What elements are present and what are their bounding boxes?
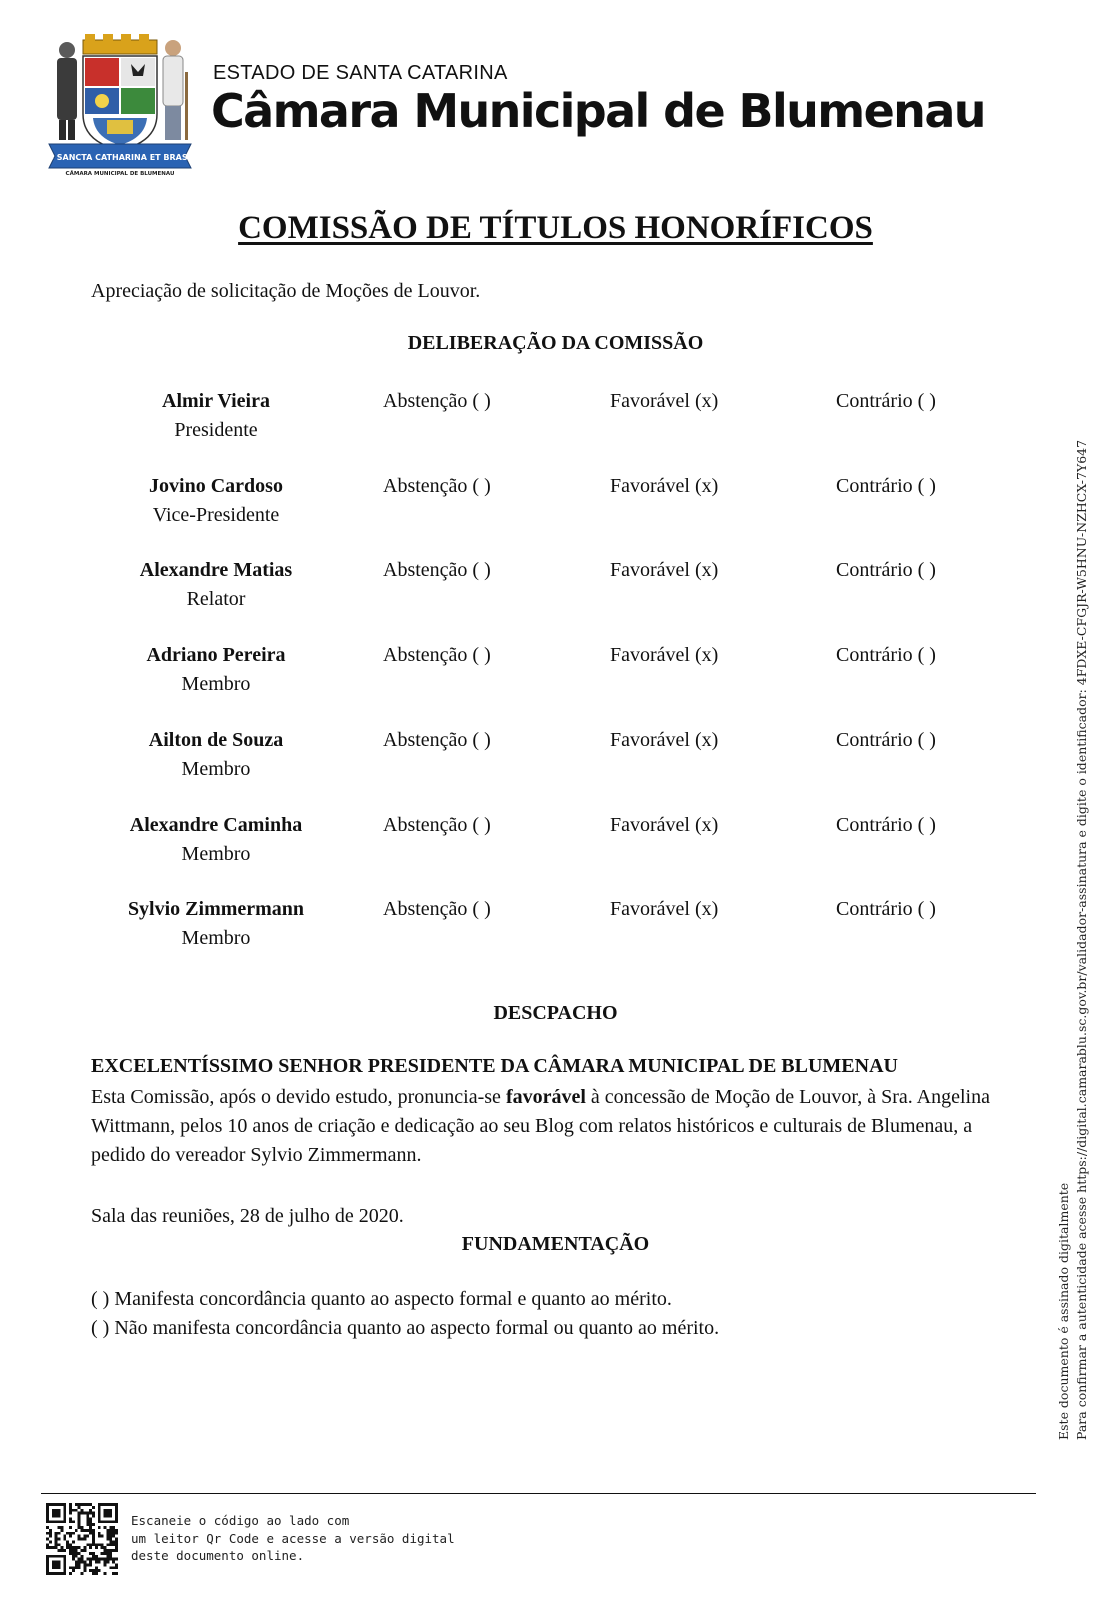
member-role: Membro bbox=[181, 758, 251, 780]
abstention-option: Abstenção ( ) bbox=[383, 814, 491, 836]
body-text-verdict: favorável bbox=[505, 1086, 586, 1108]
abstention-option: Abstenção ( ) bbox=[383, 898, 491, 920]
dispatch-heading: DESCPACHO bbox=[493, 1002, 618, 1024]
favorable-option: Favorável (x) bbox=[610, 729, 719, 751]
grounds-option-disagree: ( ) Não manifesta concordância quanto ao aspecto formal ou quanto ao mérito. bbox=[91, 1317, 720, 1339]
contrary-option: Contrário ( ) bbox=[836, 729, 936, 751]
member-cell bbox=[96, 895, 336, 953]
abstention-option: Abstenção ( ) bbox=[383, 729, 491, 751]
member-name: Jovino Cardoso bbox=[149, 475, 283, 497]
document-title: COMISSÃO DE TÍTULOS HONORÍFICOS bbox=[238, 210, 873, 246]
contrary-option: Contrário ( ) bbox=[836, 644, 936, 666]
chamber-name: Câmara Municipal de Blumenau bbox=[211, 84, 985, 138]
member-name: Adriano Pereira bbox=[146, 644, 286, 666]
abstention-option: Abstenção ( ) bbox=[383, 559, 491, 581]
vote-row bbox=[0, 895, 1111, 955]
body-text-end: à concessão de Moção de Louvor, à Sra. Angelina Wittmann, pelos 10 anos de criação e dedicação ao seu Blog com relatos históricos e culturais de Blumenau, a pedido do vereador Sylvio Zimmermann. bbox=[91, 1086, 990, 1166]
member-cell bbox=[96, 811, 336, 869]
crest-shield bbox=[83, 56, 157, 150]
grounds-option-agree: ( ) Manifesta concordância quanto ao aspecto formal e quanto ao mérito. bbox=[91, 1288, 672, 1310]
favorable-option: Favorável (x) bbox=[610, 559, 719, 581]
state-name: ESTADO DE SANTA CATARINA bbox=[213, 62, 508, 84]
municipal-crest-logo bbox=[35, 32, 205, 177]
member-cell bbox=[96, 556, 336, 614]
member-name: Alexandre Caminha bbox=[129, 814, 303, 836]
contrary-option: Contrário ( ) bbox=[836, 559, 936, 581]
footer-divider bbox=[41, 1493, 1036, 1494]
vote-row bbox=[0, 556, 1111, 616]
member-name: Sylvio Zimmermann bbox=[127, 898, 305, 920]
qr-code[interactable] bbox=[46, 1503, 118, 1575]
crest-crown bbox=[83, 34, 157, 54]
favorable-option: Favorável (x) bbox=[610, 390, 719, 412]
body-text-start: Esta Comissão, após o devido estudo, pronuncia-se bbox=[91, 1086, 506, 1108]
favorable-option: Favorável (x) bbox=[610, 644, 719, 666]
vote-row bbox=[0, 472, 1111, 532]
member-cell bbox=[96, 726, 336, 784]
member-role: Presidente bbox=[174, 419, 258, 441]
crest-left-figure bbox=[57, 42, 77, 140]
member-role: Vice-Presidente bbox=[152, 504, 280, 526]
vote-row bbox=[0, 387, 1111, 447]
favorable-option: Favorável (x) bbox=[610, 475, 719, 497]
qr-instructions-line: deste documento online. bbox=[131, 1548, 305, 1563]
contrary-option: Contrário ( ) bbox=[836, 390, 936, 412]
contrary-option: Contrário ( ) bbox=[836, 898, 936, 920]
validation-url-line[interactable]: Para confirmar a autenticidade acesse https://digital.camarablu.sc.gov.br/validador-assinatura e digite o identificador: 4FDXE-CFGJR-W5HNU-NZHCX-7Y647 bbox=[1074, 439, 1089, 1440]
member-cell bbox=[96, 472, 336, 530]
deliberation-heading: DELIBERAÇÃO DA COMISSÃO bbox=[407, 332, 704, 354]
session-date: Sala das reuniões, 28 de julho de 2020. bbox=[91, 1205, 404, 1227]
svg-text:PRO SANCTA CATHARINA ET BRASIL: PRO SANCTA CATHARINA ET BRASILIA bbox=[35, 153, 205, 162]
vote-row bbox=[0, 641, 1111, 701]
favorable-option: Favorável (x) bbox=[610, 898, 719, 920]
member-cell bbox=[96, 641, 336, 699]
member-role: Membro bbox=[181, 843, 251, 865]
abstention-option: Abstenção ( ) bbox=[383, 644, 491, 666]
member-role: Membro bbox=[181, 927, 251, 949]
favorable-option: Favorável (x) bbox=[610, 814, 719, 836]
member-name: Ailton de Souza bbox=[148, 729, 284, 751]
abstention-option: Abstenção ( ) bbox=[383, 475, 491, 497]
abstention-option: Abstenção ( ) bbox=[383, 390, 491, 412]
signature-note-line: Este documento é assinado digitalmente bbox=[1056, 1182, 1071, 1440]
dispatch-body bbox=[91, 1083, 1021, 1170]
contrary-option: Contrário ( ) bbox=[836, 475, 936, 497]
qr-instructions-line: Escaneie o código ao lado com bbox=[131, 1513, 350, 1528]
crest-right-figure bbox=[163, 40, 188, 140]
member-cell bbox=[96, 387, 336, 445]
member-role: Relator bbox=[186, 588, 246, 610]
member-role: Membro bbox=[181, 673, 251, 695]
member-name: Almir Vieira bbox=[162, 390, 270, 412]
member-name: Alexandre Matias bbox=[139, 559, 293, 581]
vote-row bbox=[0, 811, 1111, 871]
letterhead bbox=[35, 32, 1045, 182]
qr-instructions-line: um leitor Qr Code e acesse a versão digital bbox=[131, 1530, 455, 1546]
grounds-heading: FUNDAMENTAÇÃO bbox=[461, 1233, 650, 1255]
svg-text:CÂMARA MUNICIPAL DE BLUMENAU: CÂMARA MUNICIPAL DE BLUMENAU bbox=[65, 171, 175, 177]
intro-text: Apreciação de solicitação de Moções de Louvor. bbox=[91, 280, 481, 302]
crest-ribbon bbox=[35, 144, 206, 168]
vote-row bbox=[0, 726, 1111, 786]
digital-signature-note bbox=[1055, 440, 1091, 1440]
contrary-option: Contrário ( ) bbox=[836, 814, 936, 836]
qr-instructions bbox=[131, 1512, 455, 1565]
addressee-line: EXCELENTÍSSIMO SENHOR PRESIDENTE DA CÂMARA MUNICIPAL DE BLUMENAU bbox=[91, 1055, 898, 1077]
